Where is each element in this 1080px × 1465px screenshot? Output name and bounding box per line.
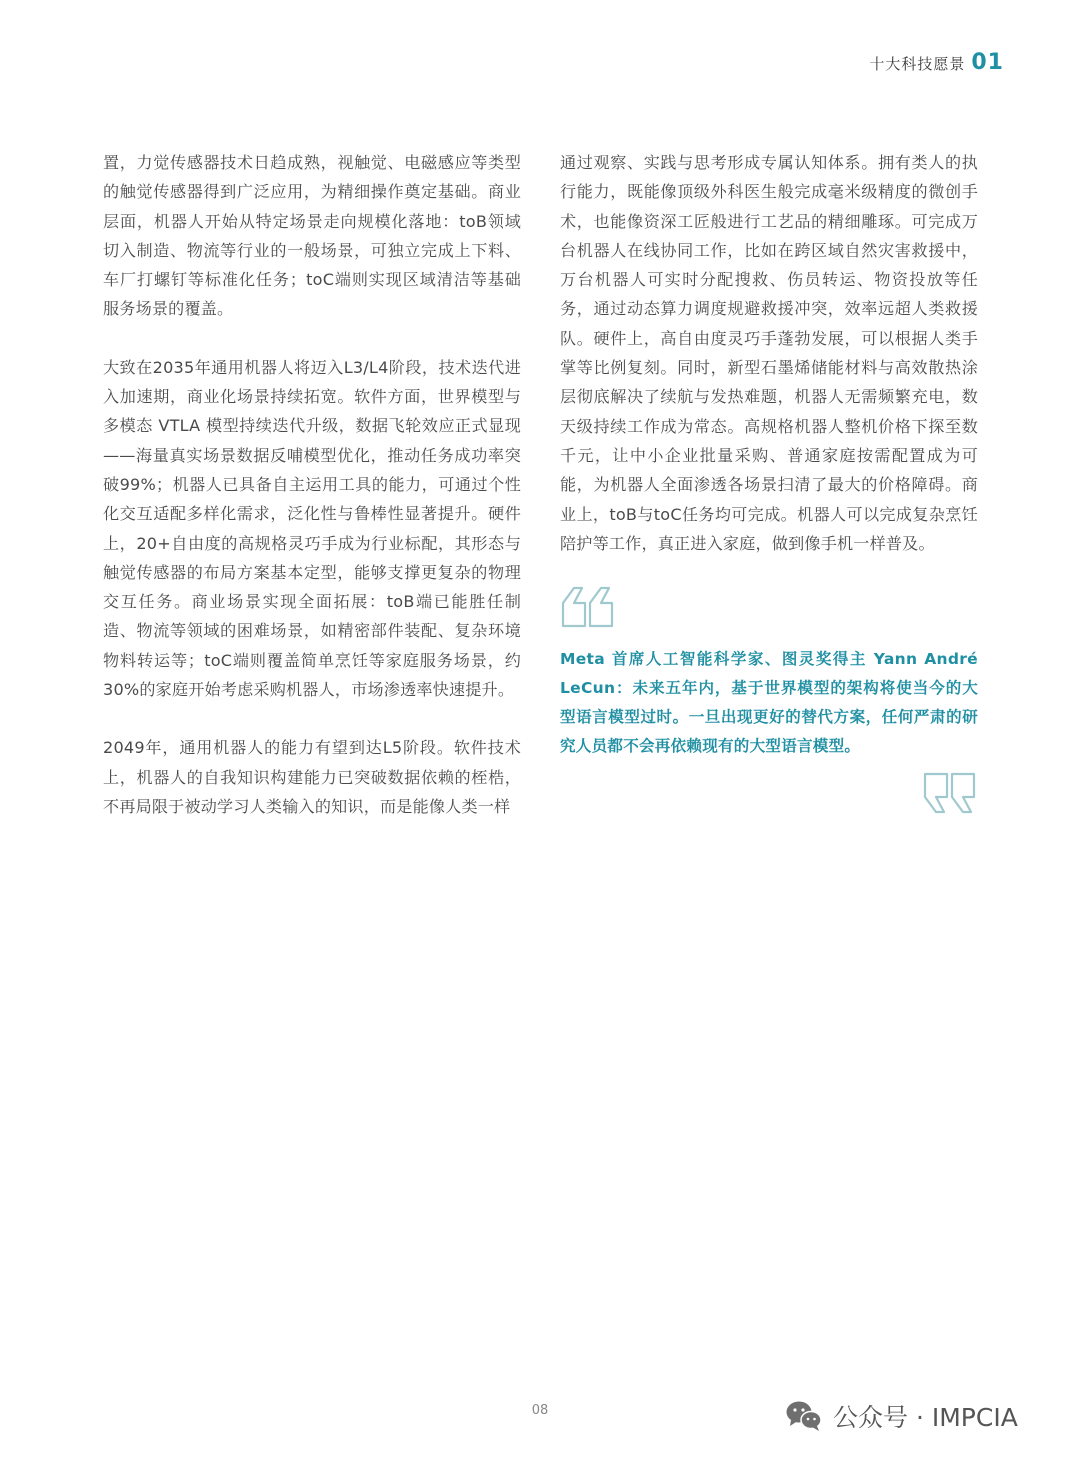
quote-block [560, 585, 978, 815]
watermark [785, 1398, 1018, 1434]
quote-open-icon [560, 585, 616, 629]
paragraph: 大致在2035年通用机器人将迈入L3/L4阶段，技术迭代进入加速期，商业化场景持续拓宽。软件方面，世界模型与多模态 VTLA 模型持续迭代升级，数据飞轮效应正式显现——海量真实场景数据反哺模型优化，推动任务成功率突破99%；机器人已具备自主运用工具的能力，可通过个性化交互适配多样化需求，泛化性与鲁棒性显著提升。硬件上，20+自由度的高规格灵巧手成为行业标配，其形态与触觉传感器的布局方案基本定型，能够支撑更复杂的物理交互任务。商业场景实现全面拓展：toB端已能胜任制造、物流等领域的困难场景，如精密部件装配、复杂环境物料转运等；toC端则覆盖简单烹饪等家庭服务场景，约30%的家庭开始考虑采购机器人，市场渗透率快速提升。 [103, 357, 521, 700]
wechat-icon [785, 1399, 823, 1433]
left-column [103, 148, 521, 850]
section-title: 十大科技愿景 [869, 55, 966, 73]
section-number: 01 [971, 50, 1004, 75]
quote-close-icon [922, 771, 978, 815]
paragraph: 2049年，通用机器人的能力有望到达L5阶段。软件技术上，机器人的自我知识构建能力已突破数据依赖的桎梏，不再局限于被动学习人类输入的知识，而是能像人类一样 [103, 738, 521, 816]
paragraph: 置，力觉传感器技术日趋成熟，视触觉、电磁感应等类型的触觉传感器得到广泛应用，为精细操作奠定基础。商业层面，机器人开始从特定场景走向规模化落地：toB领域切入制造、物流等行业的一般场景，可独立完成上下料、车厂打螺钉等标准化任务；toC端则实现区域清洁等基础服务场景的覆盖。 [103, 153, 521, 319]
right-column [560, 148, 978, 587]
page-header [869, 50, 1004, 75]
quote-text: Meta 首席人工智能科学家、图灵奖得主 Yann André LeCun：未来五年内，基于世界模型的架构将使当今的大型语言模型过时。一旦出现更好的替代方案，任何严肃的研究人员都不会再依赖现有的大型语言模型。 [560, 650, 978, 755]
page-number: 08 [531, 1403, 549, 1418]
watermark-text: 公众号 · IMPCIA [833, 1403, 1018, 1432]
paragraph: 通过观察、实践与思考形成专属认知体系。拥有类人的执行能力，既能像顶级外科医生般完成毫米级精度的微创手术，也能像资深工匠般进行工艺品的精细雕琢。可完成万台机器人在线协同工作，比如在跨区域自然灾害救援中，万台机器人可实时分配搜救、伤员转运、物资投放等任务，通过动态算力调度规避救援冲突，效率远超人类救援队。硬件上，高自由度灵巧手蓬勃发展，可以根据人类手掌等比例复刻。同时，新型石墨烯储能材料与高效散热涂层彻底解决了续航与发热难题，机器人无需频繁充电，数天级持续工作成为常态。高规格机器人整机价格下探至数千元，让中小企业批量采购、普通家庭按需配置成为可能，为机器人全面渗透各场景扫清了最大的价格障碍。商业上，toB与toC任务均可完成。机器人可以完成复杂烹饪陪护等工作，真正进入家庭，做到像手机一样普及。 [560, 153, 978, 553]
